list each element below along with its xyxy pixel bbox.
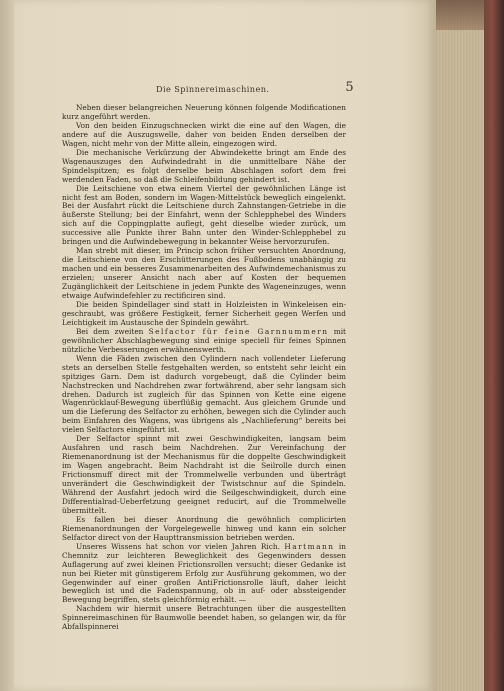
paragraph	[62, 605, 346, 632]
paragraph-text: Die beiden Spindellager sind statt in Holzleisten in Winkeleisen eingeschraubt, was größere Festigkeit, ferner Sicherheit gegen Werfen und Leichtigkeit im Austausche der Spindeln gewährt.	[62, 299, 346, 327]
paragraph-text: Unseres Wissens hat schon vor vielen Jahren Rich.	[76, 541, 285, 551]
paragraph	[62, 104, 346, 122]
paragraph-text: Nachdem wir hiermit unsere Betrachtungen über die ausgestellten Spinnereimaschinen für Baumwolle beendet haben, so gelangen wir, da für Abfallspinnerei	[62, 604, 346, 632]
paragraph	[62, 355, 346, 436]
paragraph	[62, 516, 346, 543]
paragraph-text: Wenn die Fäden zwischen den Cylindern nach vollendeter Lieferung stets an derselben Stelle festgehalten werden, so entsteht sehr leicht ein spitziges Garn. Dem ist dadurch vorgebeugt, daß die Cylinder beim Nachstrecken und Nachdrehen zwar fortwährend, aber sehr langsam sich drehen. Dadurch ist zugleich für das Spinnen von Kette eine eigene Wagenrücklauf-Bewegung überflüßig gemacht. Aus gleichem Grunde und um die Lieferung des Selfactor zu erhöhen, bewegen sich die Cylinder auch beim Einfahren des Wagens, was übrigens als „Nachlieferung“ bereits bei vielen Selfactors eingeführt ist.	[62, 353, 346, 435]
paragraph-text: Die Leitschiene von etwa einem Viertel der gewöhnlichen Länge ist nicht fest am Boden, sondern im Wagen-Mittelstück beweglich eingelenkt. Bei der Ausfahrt rückt die Leitschiene durch Zahnstangen-Getriebe in die äußerste Stellung; bei der Einfahrt, wenn der Schlepphebel des Winders sich auf die Coppingplatte auflegt, geht dieselbe wieder zurück, um successive alle Punkte ihrer Bahn unter den Winder-Schlepphebel zu bringen und die Aufwindebewegung in bekannter Weise hervorzurufen.	[62, 183, 346, 247]
book-top-edge	[436, 0, 484, 30]
book-binding	[484, 0, 504, 691]
paragraph-text: Es fallen bei dieser Anordnung die gewöhnlich complicirten Riemenanordnungen der Vorgelegewelle hinweg und kann ein solcher Selfactor direct von der Haupttransmission betrieben werden.	[62, 514, 346, 542]
spaced-emphasis: Selfactor für feine Garnnummern	[148, 326, 329, 336]
paragraph-text: Der Selfactor spinnt mit zwei Geschwindigkeiten, langsam beim Ausfahren und rasch beim Nachdrehen. Zur Vereinfachung der Riemenanordnung ist der Mechanismus für die doppelte Geschwindigkeit im Wagen angebracht. Beim Nachdraht ist die Seilrolle durch einen Frictionsmuff direct mit der Trommelwelle verbunden und überträgt unverändert die Geschwindigkeit der Twistschnur auf die Spindeln. Während der Ausfahrt jedoch wird die Seilgeschwindigkeit, durch eine Differentialrad-Ueberfetzung geeignet reducirt, auf die Trommelwelle übermittelt.	[62, 434, 346, 515]
paragraph	[62, 328, 346, 355]
paragraph-text: Die mechanische Verkürzung der Abwindekette bringt am Ende des Wagenauszuges den Aufwindedraht in die unmittelbare Nähe der Spindelspitzen; es folgt derselbe beim Abschlagen sofort dem frei werdenden Faden, so daß die Schleifenbildung gehindert ist.	[62, 147, 346, 184]
paragraph	[62, 122, 346, 149]
paragraph-text: mit gewöhnlicher Abschlagbewegung sind einige speciell für feines Spinnen nützliche Verbesserungen erwähnenswerth.	[62, 326, 346, 354]
running-header	[48, 80, 354, 98]
paragraph-text: Von den beiden Einzugschnecken wirkt die eine auf den Wagen, die andere auf die Auszugswelle, daher von beiden Enden derselben der Wagen, nicht mehr von der Mitte allein, eingezogen wird.	[62, 120, 346, 148]
paragraph-text: Neben dieser belangreichen Neuerung können folgende Modificationen kurz angeführt werden.	[62, 103, 346, 121]
paragraph	[62, 247, 346, 301]
paragraph	[62, 301, 346, 328]
paragraph-text: Bei dem zweiten	[76, 326, 149, 336]
paragraph	[62, 435, 346, 516]
paragraph	[62, 185, 346, 248]
paragraph-text: in Chemnitz zur leichteren Beweglichkeit des Gegenwinders dessen Auflagerung auf zwei kleinen Frictionsrollen versucht; dieser Gedanke ist nun bei Rieter mit günstigerem Erfolg zur Ausführung gekommen, wo der Gegenwinder auf einer großen AntiFrictionsrolle läuft, daher leicht beweglich ist und die Fadenspannung, ob in auf- oder abssteigender Bewegung begriffen, stets gleichförmig erhält. —	[62, 541, 346, 605]
body-text	[62, 104, 346, 632]
spaced-emphasis: Hartmann	[284, 541, 335, 551]
paragraph	[62, 149, 346, 185]
page-number: 5	[345, 80, 354, 95]
running-title: Die Spinnereimaschinen.	[156, 84, 270, 94]
paragraph	[62, 543, 346, 606]
paragraph-text: Man strebt mit dieser, im Princip schon früher versuchten Anordnung, die Leitschiene von den Erschütterungen des Fußbodens unabhängig zu machen und ein besseres Zusammenarbeiten des Aufwindemechanismus zu erzielen; unserer Ansicht nach aber auf Kosten der bequemen Zugänglichkeit der Leitschiene in jedem Punkte des Wageneinzuges, wenn etwaige Aufwindefehler zu rectificiren sind.	[62, 246, 346, 301]
page-gutter	[0, 0, 14, 691]
